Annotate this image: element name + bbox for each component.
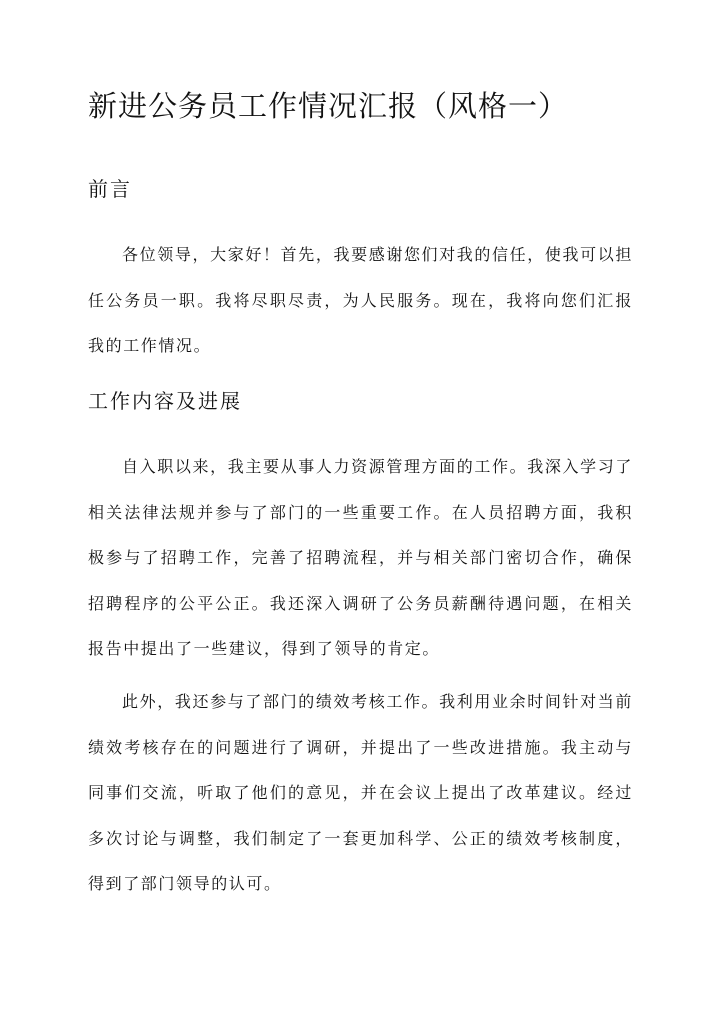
document-title: 新进公务员工作情况汇报（风格一） bbox=[88, 89, 569, 123]
section-heading-preface: 前言 bbox=[88, 177, 132, 201]
work-paragraph-1: 自入职以来，我主要从事人力资源管理方面的工作。我深入学习了相关法律法规并参与了部门的一些重要工作。在人员招聘方面，我积极参与了招聘工作，完善了招聘流程，并与相关部门密切合作，确保招聘程序的公平公正。我还深入调研了公务员薪酬待遇问题，在相关报告中提出了一些建议，得到了领导的肯定。 bbox=[88, 457, 633, 658]
section-heading-work-progress: 工作内容及进展 bbox=[88, 389, 242, 413]
work-paragraph-2: 此外，我还参与了部门的绩效考核工作。我利用业余时间针对当前绩效考核存在的问题进行了调研，并提出了一些改进措施。我主动与同事们交流，听取了他们的意见，并在会议上提出了改革建议。经过多次讨论与调整，我们制定了一套更加科学、公正的绩效考核制度，得到了部门领导的认可。 bbox=[88, 692, 633, 893]
preface-paragraph: 各位领导，大家好！首先，我要感谢您们对我的信任，使我可以担任公务员一职。我将尽职尽责，为人民服务。现在，我将向您们汇报我的工作情况。 bbox=[88, 245, 633, 355]
